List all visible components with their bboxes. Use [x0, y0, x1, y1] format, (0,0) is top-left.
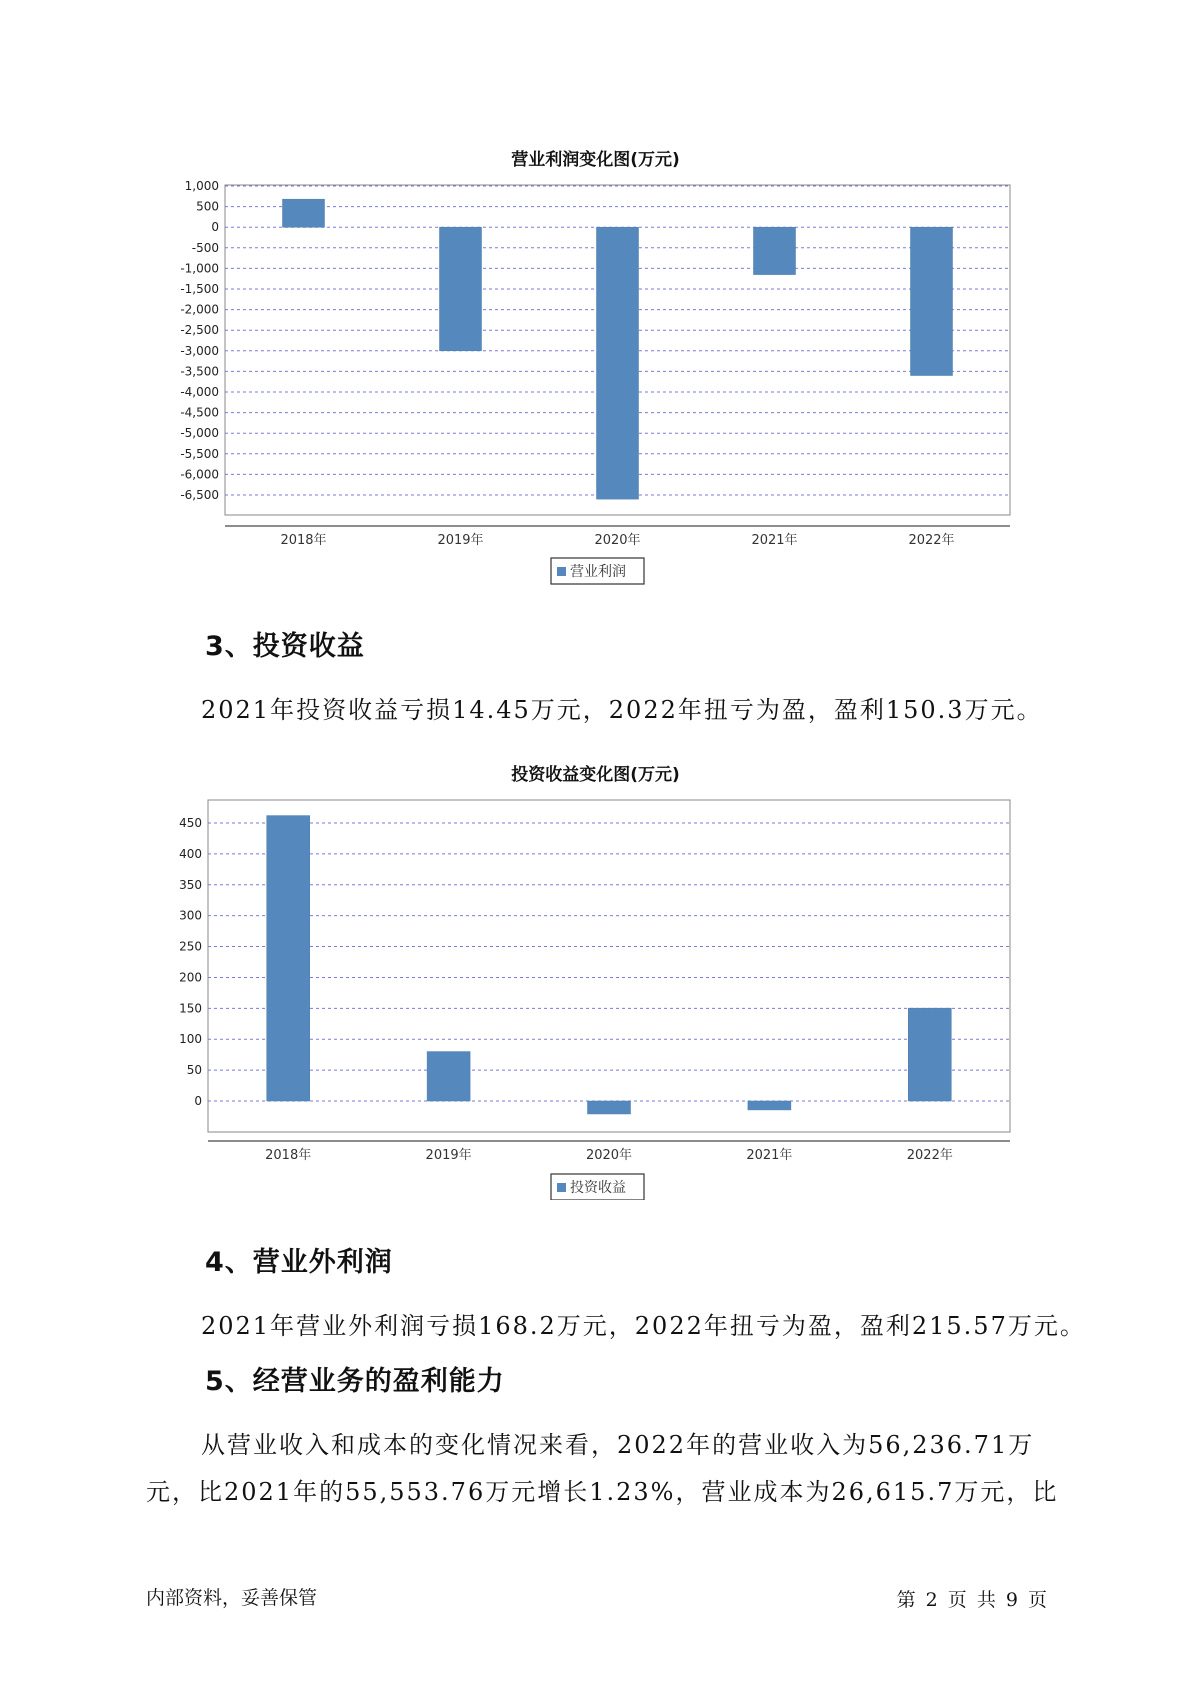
y-tick-label: 50 — [186, 1063, 202, 1078]
section-4-heading: 4、营业外利润 — [205, 1247, 393, 1278]
y-tick-label: 500 — [196, 199, 219, 214]
x-tick-label: 2021年 — [751, 533, 798, 548]
y-tick-label: -2,000 — [180, 302, 219, 317]
y-tick-label: -2,500 — [180, 323, 219, 338]
legend — [551, 1174, 644, 1200]
y-tick-label: -1,000 — [180, 261, 219, 276]
y-tick-label: 300 — [179, 908, 202, 923]
y-tick-label: -4,000 — [180, 385, 219, 399]
x-tick-label: 2020年 — [585, 1148, 633, 1163]
y-tick-label: 350 — [179, 877, 202, 892]
y-tick-label: -3,000 — [180, 343, 219, 358]
x-tick-label: 2022年 — [908, 533, 955, 548]
legend-swatch — [557, 1183, 566, 1192]
x-tick-label: 2019年 — [437, 533, 484, 548]
section-5-line-2: 元，比2021年的55,553.76万元增长1.23%，营业成本为26,615.7万元，比 — [146, 1478, 1059, 1506]
y-tick-label: 0 — [194, 1094, 202, 1108]
y-tick-label: -6,500 — [180, 488, 219, 502]
y-tick-label: 150 — [179, 1001, 202, 1016]
x-tick-label: 2019年 — [425, 1148, 472, 1163]
footer-confidential-note: 内部资料，妥善保管 — [146, 1587, 318, 1609]
y-tick-label: -1,500 — [180, 282, 219, 296]
legend-label: 投资收益 — [570, 1180, 626, 1196]
bar — [588, 1101, 631, 1114]
bar — [748, 1101, 791, 1110]
chart-title: 营业利润变化图(万元) — [511, 150, 680, 170]
y-tick-label: 450 — [179, 816, 202, 830]
y-tick-label: -5,000 — [180, 426, 219, 441]
y-tick-label: -5,500 — [180, 446, 219, 461]
x-tick-label: 2018年 — [280, 533, 327, 548]
bar — [267, 816, 310, 1101]
section-3-heading: 3、投资收益 — [205, 631, 365, 662]
section-5-heading: 5、经营业务的盈利能力 — [205, 1366, 505, 1397]
y-tick-label: -4,500 — [180, 405, 219, 420]
legend-label: 营业利润 — [570, 564, 626, 580]
section-3-text: 2021年投资收益亏损14.45万元，2022年扭亏为盈，盈利150.3万元。 — [201, 696, 1043, 724]
y-tick-label: 100 — [179, 1032, 202, 1047]
x-tick-label: 2021年 — [746, 1148, 793, 1163]
y-tick-label: -3,500 — [180, 364, 219, 379]
x-tick-label: 2018年 — [265, 1148, 312, 1163]
bar — [427, 1052, 470, 1101]
section-5-line-1: 从营业收入和成本的变化情况来看，2022年的营业收入为56,236.71万 — [201, 1431, 1035, 1459]
section-4-text: 2021年营业外利润亏损168.2万元，2022年扭亏为盈，盈利215.57万元。 — [201, 1312, 1086, 1340]
y-tick-label: 250 — [179, 939, 202, 954]
y-tick-label: 200 — [179, 970, 202, 985]
y-tick-label: -6,000 — [180, 467, 219, 482]
y-tick-label: 400 — [179, 846, 202, 861]
bar — [908, 1008, 951, 1101]
y-tick-label: -500 — [191, 240, 219, 255]
x-tick-label: 2022年 — [906, 1148, 953, 1163]
chart-title: 投资收益变化图(万元) — [511, 765, 680, 785]
x-tick-label: 2020年 — [594, 533, 641, 548]
plot-area — [208, 800, 1010, 1132]
footer-page-number: 第 2 页 共 9 页 — [896, 1589, 1049, 1611]
y-tick-label: 0 — [211, 220, 219, 235]
y-tick-label: 1,000 — [184, 179, 219, 193]
